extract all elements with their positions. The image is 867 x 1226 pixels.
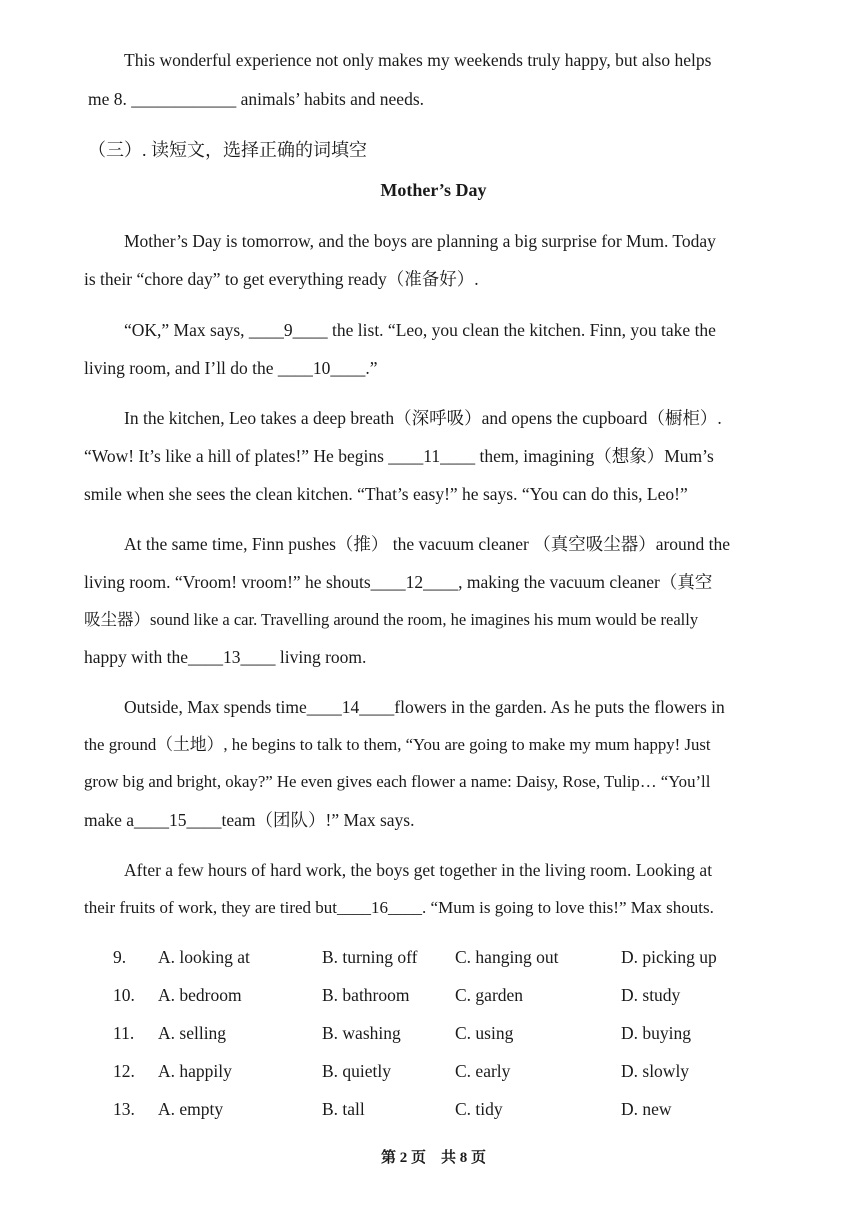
option-a: A. happily: [158, 1061, 232, 1081]
option-a: A. empty: [158, 1099, 224, 1119]
text-line: “Wow! It’s like a hill of plates!” He begins ____11____ them, imagining（想象）Mum’s: [84, 446, 714, 466]
option-c: C. using: [455, 1023, 514, 1043]
option-b: B. tall: [322, 1099, 365, 1119]
question-number: 13.: [113, 1099, 135, 1119]
option-a: A. bedroom: [158, 985, 242, 1005]
section-heading: （三）. 读短文，选择正确的词填空: [88, 140, 367, 160]
question-number: 12.: [113, 1061, 135, 1081]
question-number: 10.: [113, 985, 135, 1005]
text-line: me 8. ____________ animals’ habits and needs.: [88, 89, 425, 109]
text-line: “OK,” Max says, ____9____ the list. “Leo, you clean the kitchen. Finn, you take the: [124, 320, 716, 340]
text-line: make a____15____team（团队）!” Max says.: [84, 810, 415, 830]
text-line: After a few hours of hard work, the boys get together in the living room. Looking at: [124, 860, 713, 880]
option-d: D. slowly: [621, 1061, 690, 1081]
text-line: the ground（土地）, he begins to talk to them, “You are going to make my mum happy! Just: [84, 735, 711, 754]
text-line: This wonderful experience not only makes my weekends truly happy, but also helps: [124, 50, 712, 70]
option-d: D. buying: [621, 1023, 691, 1043]
text-line: living room, and I’ll do the ____10____.”: [84, 358, 378, 378]
option-b: B. turning off: [322, 947, 418, 967]
option-d: D. picking up: [621, 947, 717, 967]
option-c: C. garden: [455, 985, 524, 1005]
option-c: C. early: [455, 1061, 511, 1081]
text-line: In the kitchen, Leo takes a deep breath（深呼吸）and opens the cupboard（橱柜）.: [124, 408, 722, 428]
option-a: A. selling: [158, 1023, 227, 1043]
option-b: B. bathroom: [322, 985, 410, 1005]
text-line: grow big and bright, okay?” He even gives each flower a name: Daisy, Rose, Tulip… “You’ll: [84, 772, 711, 791]
option-d: D. study: [621, 985, 681, 1005]
question-number: 11.: [113, 1023, 135, 1043]
text-line: is their “chore day” to get everything ready（准备好）.: [84, 269, 479, 289]
option-b: B. quietly: [322, 1061, 392, 1081]
text-line: living room. “Vroom! vroom!” he shouts____12____, making the vacuum cleaner（真空: [84, 572, 713, 592]
option-c: C. hanging out: [455, 947, 559, 967]
option-a: A. looking at: [158, 947, 250, 967]
text-line: Mother’s Day is tomorrow, and the boys are planning a big surprise for Mum. Today: [124, 231, 716, 251]
question-number: 9.: [113, 947, 127, 967]
text-line: smile when she sees the clean kitchen. “That’s easy!” he says. “You can do this, Leo!”: [84, 484, 688, 504]
passage-title: Mother’s Day: [380, 180, 487, 200]
text-line: At the same time, Finn pushes（推） the vacuum cleaner （真空吸尘器）around the: [124, 534, 731, 554]
option-b: B. washing: [322, 1023, 401, 1043]
page-footer: 第 2 页 共 8 页: [380, 1150, 486, 1166]
option-c: C. tidy: [455, 1099, 503, 1119]
option-d: D. new: [621, 1099, 672, 1119]
text-line: their fruits of work, they are tired but____16____. “Mum is going to love this!” Max shouts.: [84, 898, 714, 917]
text-line: happy with the____13____ living room.: [84, 647, 367, 667]
text-line: Outside, Max spends time____14____flowers in the garden. As he puts the flowers in: [124, 697, 725, 717]
text-line: 吸尘器）sound like a car. Travelling around the room, he imagines his mum would be really: [84, 610, 699, 629]
